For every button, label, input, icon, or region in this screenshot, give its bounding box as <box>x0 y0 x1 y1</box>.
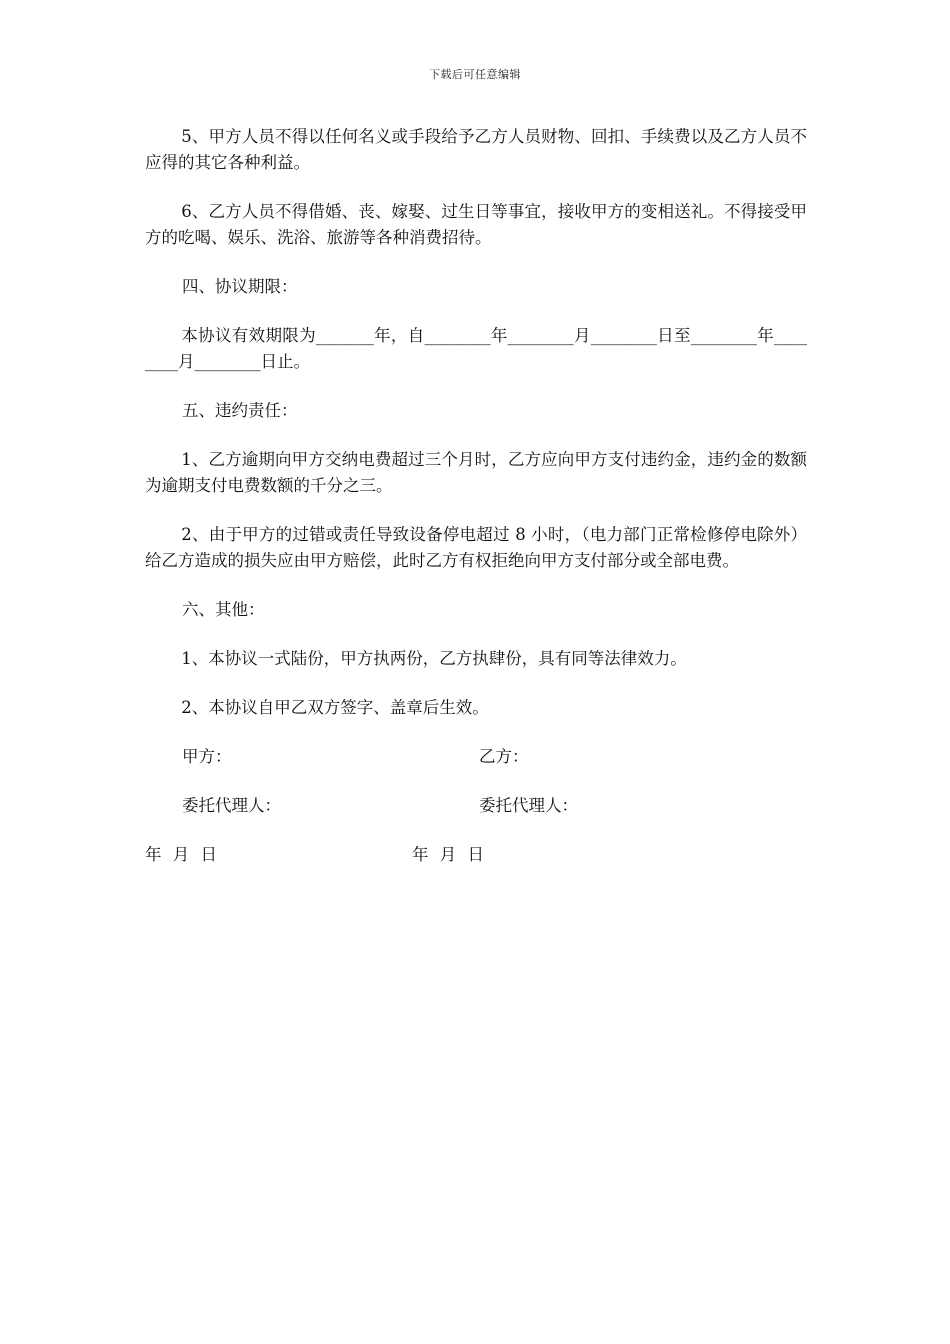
party-b-label: 乙方： <box>479 747 529 766</box>
section-6-title: 六、其他： <box>182 600 265 619</box>
section-6-item-1: 1、本协议一式陆份，甲方执两份，乙方执肆份，具有同等法律效力。 <box>181 649 687 668</box>
party-row <box>145 744 807 770</box>
date-row <box>145 842 807 868</box>
section-5-item-2: 2、由于甲方的过错或责任导致设备停电超过 8 小时，（电力部门正常检修停电除外）给乙方造成的损失应由甲方赔偿，此时乙方有权拒绝向甲方支付部分或全部电费。 <box>145 525 807 570</box>
section-6-item-2: 2、本协议自甲乙双方签字、盖章后生效。 <box>181 698 489 717</box>
date-b-label: 年 月 日 <box>412 845 484 864</box>
clause-5: 5、甲方人员不得以任何名义或手段给予乙方人员财物、回扣、手续费以及乙方人员不应得的其它各种利益。 <box>145 127 807 172</box>
agent-row <box>145 793 807 819</box>
section-5-item-1: 1、乙方逾期向甲方交纳电费超过三个月时，乙方应向甲方支付违约金，违约金的数额为逾期支付电费数额的千分之三。 <box>145 450 807 495</box>
section-4-title: 四、协议期限： <box>182 277 298 296</box>
document-body <box>145 124 807 868</box>
party-a-label: 甲方： <box>182 747 232 766</box>
section-5-title: 五、违约责任： <box>182 401 298 420</box>
date-a-label: 年 月 日 <box>145 845 217 864</box>
agent-b-label: 委托代理人： <box>479 796 578 815</box>
agent-a-label: 委托代理人： <box>182 796 281 815</box>
header-note: 下载后可任意编辑 <box>429 68 521 81</box>
clause-6: 6、乙方人员不得借婚、丧、嫁娶、过生日等事宜，接收甲方的变相送礼。不得接受甲方的吃喝、娱乐、洗浴、旅游等各种消费招待。 <box>145 202 807 247</box>
section-4-text: 本协议有效期限为_______年，自________年________月________日至________年________月________日止。 <box>145 326 807 371</box>
